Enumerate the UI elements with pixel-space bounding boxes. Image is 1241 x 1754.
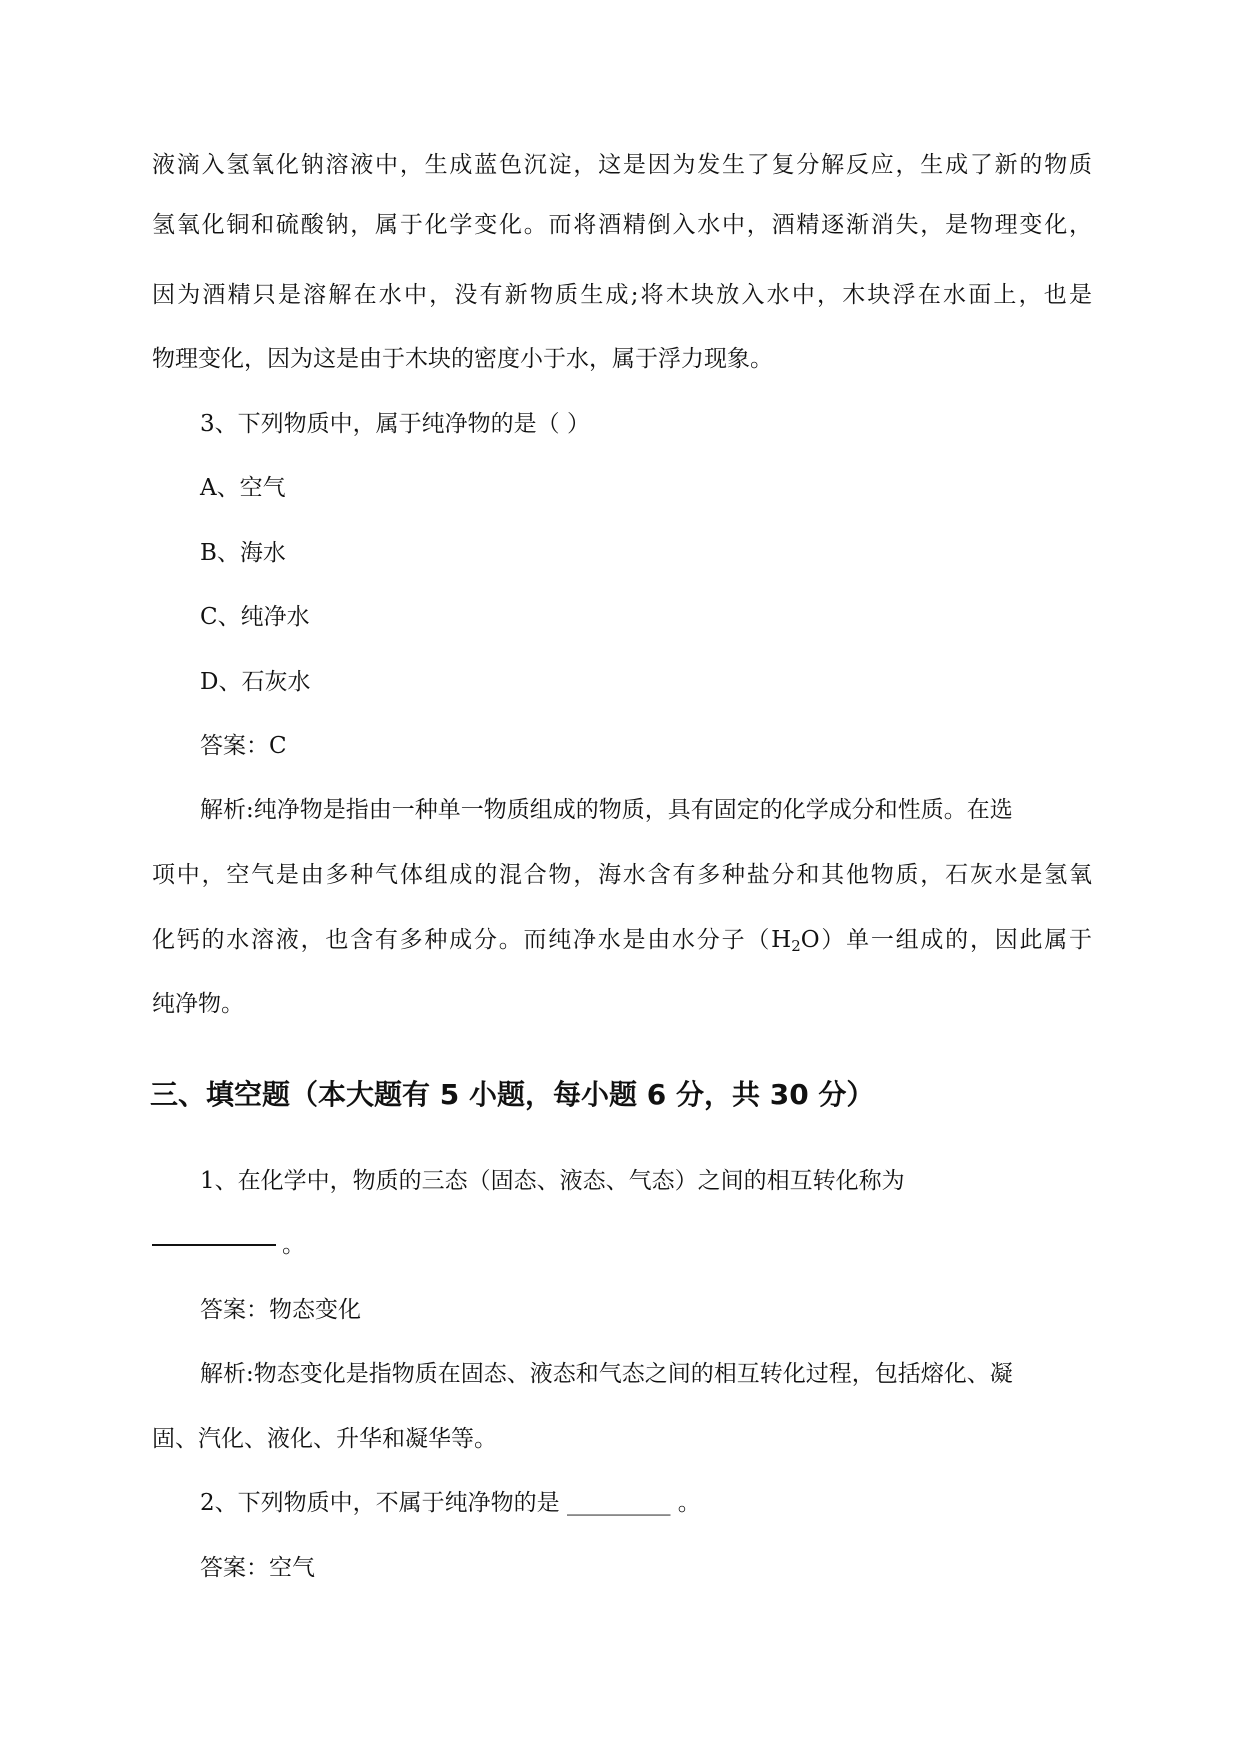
option-b: B、海水 — [200, 540, 286, 566]
analysis-text: 化钙的水溶液，也含有多种成分。而纯净水是由水分子（H — [152, 927, 792, 953]
explanation-line: 物理变化，因为这是由于木块的密度小于水，属于浮力现象。 — [152, 346, 773, 372]
option-a: A、空气 — [200, 475, 286, 501]
question-3-answer: 答案：C — [200, 733, 287, 759]
analysis-line: 固、汽化、液化、升华和凝华等。 — [152, 1426, 497, 1452]
option-d: D、石灰水 — [200, 669, 311, 695]
analysis-line: 纯净物。 — [152, 991, 244, 1017]
explanation-line: 氢氧化铜和硫酸钠，属于化学变化。而将酒精倒入水中，酒精逐渐消失，是物理变化， — [152, 212, 1092, 238]
section-heading: 三、填空题（本大题有 5 小题，每小题 6 分，共 30 分） — [150, 1078, 875, 1111]
answer-blank — [152, 1244, 276, 1246]
fill-2-stem: 2、下列物质中，不属于纯净物的是 _________ 。 — [200, 1490, 701, 1516]
subscript: 2 — [791, 937, 801, 955]
explanation-line: 液滴入氢氧化钠溶液中，生成蓝色沉淀，这是因为发生了复分解反应，生成了新的物质 — [152, 152, 1092, 178]
explanation-line: 因为酒精只是溶解在水中，没有新物质生成;将木块放入水中，木块浮在水面上，也是 — [152, 282, 1092, 308]
analysis-line: 解析:物态变化是指物质在固态、液态和气态之间的相互转化过程，包括熔化、凝 — [200, 1361, 1013, 1387]
analysis-text: O）单一组成的，因此属于 — [800, 927, 1093, 953]
analysis-line: 解析:纯净物是指由一种单一物质组成的物质，具有固定的化学成分和性质。在选 — [200, 797, 1013, 823]
fill-1-answer: 答案：物态变化 — [200, 1297, 361, 1323]
question-3-stem: 3、下列物质中，属于纯净物的是（ ） — [200, 411, 590, 437]
analysis-line — [152, 925, 1092, 961]
blank-end-punctuation: 。 — [282, 1232, 305, 1258]
fill-1-stem: 1、在化学中，物质的三态（固态、液态、气态）之间的相互转化称为 — [200, 1168, 905, 1194]
fill-2-answer: 答案：空气 — [200, 1555, 315, 1581]
option-c: C、纯净水 — [200, 604, 310, 630]
analysis-line: 项中，空气是由多种气体组成的混合物，海水含有多种盐分和其他物质，石灰水是氢氧 — [152, 862, 1092, 888]
